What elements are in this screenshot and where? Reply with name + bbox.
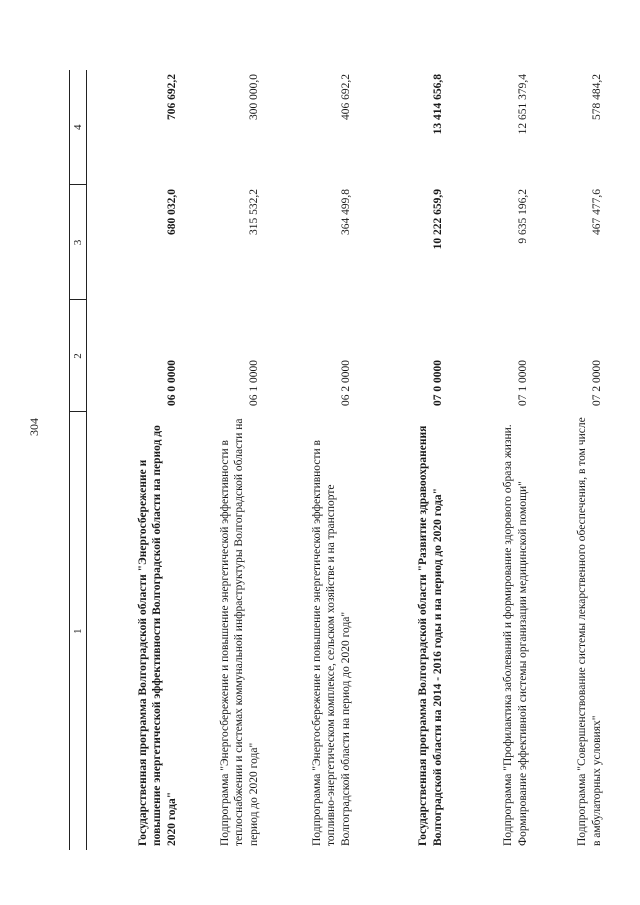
- program-code: 07 2 0000: [590, 360, 603, 406]
- table-row: [540, 70, 614, 850]
- amount-col-3: 315 532,2: [247, 189, 260, 235]
- amount-col-4: 706 692,2: [165, 74, 178, 120]
- amount-col-4: 12 651 379,4: [516, 74, 529, 135]
- table-row: [189, 70, 271, 850]
- amount-col-4: 13 414 656,8: [431, 74, 444, 135]
- amount-col-3: 10 222 659,9: [431, 189, 444, 250]
- budget-table: [69, 70, 614, 850]
- program-name: Подпрограмма "Совершенствование системы лекарственного обеспечения, в том числе в амбулаторных условиях": [576, 417, 603, 846]
- program-code: 06 2 0000: [339, 360, 352, 406]
- header-col-4: 4: [70, 70, 87, 185]
- amount-col-3: 680 032,0: [165, 189, 178, 235]
- amount-col-3: 467 477,6: [590, 189, 603, 235]
- amount-col-3: 9 635 196,2: [516, 189, 529, 244]
- page-number: 304: [27, 418, 41, 436]
- amount-col-4: 578 484,2: [590, 74, 603, 120]
- amount-col-3: 364 499,8: [339, 189, 352, 235]
- budget-table-container: [69, 70, 614, 850]
- table-row: [363, 70, 455, 850]
- table-row: [455, 70, 540, 850]
- table-header-row: [70, 70, 87, 850]
- header-col-1: 1: [70, 412, 87, 850]
- program-code: 07 1 0000: [516, 360, 529, 406]
- program-name: Подпрограмма "Профилактика заболеваний и формирование здорового образа жизни. Формирование эффективной системы организации медицинской помощи": [502, 424, 529, 846]
- program-code: 07 0 0000: [431, 360, 444, 406]
- program-code: 06 1 0000: [247, 360, 260, 406]
- amount-col-4: 406 692,2: [339, 74, 352, 120]
- program-name: Государственная программа Волгоградской области "Развитие здравоохранения Волгоградской области на 2014 - 2016 годы и на период до 2020 года": [417, 425, 444, 846]
- amount-col-4: 300 000,0: [247, 74, 260, 120]
- header-col-2: 2: [70, 300, 87, 412]
- header-col-3: 3: [70, 185, 87, 300]
- program-code: 06 0 0000: [165, 360, 178, 406]
- table-row: [87, 70, 190, 850]
- program-name: Подпрограмма "Энергосбережение и повышение энергетической эффективности в топливно-энергетическом комплексе, сельском хозяйстве и на транспорте Волгоградской области на период до 2020 года": [310, 440, 352, 846]
- table-row: [271, 70, 363, 850]
- program-name: Государственная программа Волгоградской области "Энергосбережение и повышение энергетической эффективности Волгоградской области на период до 2020 года": [136, 425, 178, 846]
- program-name: Подпрограмма "Энергосбережение и повышение энергетической эффективности в теплоснабжении и системах коммунальной инфраструктуры Волгоградской области на период до 2020 года": [218, 418, 260, 846]
